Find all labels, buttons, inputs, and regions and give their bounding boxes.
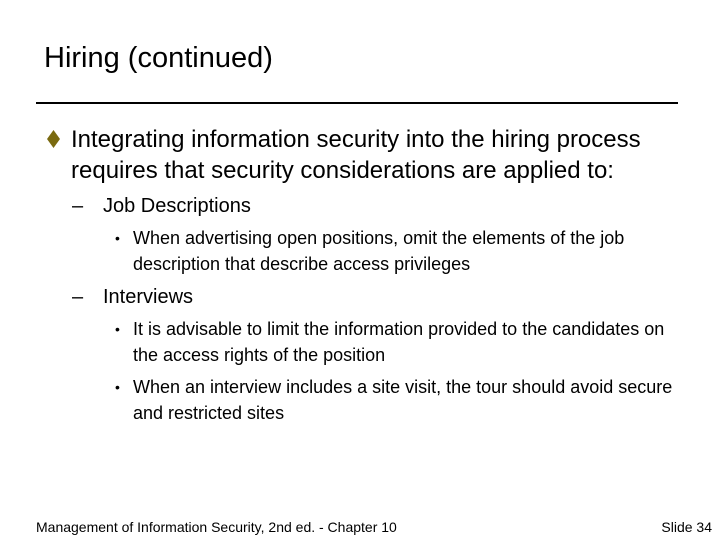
- diamond-bullet-icon: [47, 130, 60, 148]
- slide-title: Hiring (continued): [44, 42, 273, 74]
- bullet-text: Integrating information security into the hiring process requires that security considerations are applied to:: [71, 126, 641, 184]
- bullet-level3: [115, 374, 688, 426]
- bullet-text: When an interview includes a site visit, the tour should avoid secure and restricted sites: [133, 377, 673, 423]
- dot-bullet: •: [115, 230, 120, 246]
- bullet-text: It is advisable to limit the information provided to the candidates on the access rights of the position: [133, 319, 665, 365]
- bullet-text: Interviews: [103, 286, 194, 308]
- slide-number: Slide 34: [661, 519, 712, 535]
- bullet-text: Job Descriptions: [103, 195, 251, 217]
- bullet-level3: [115, 225, 688, 277]
- bullet-level3: [115, 316, 688, 368]
- slide-body: [0, 124, 720, 426]
- footer-source: Management of Information Security, 2nd ed. - Chapter 10: [36, 519, 397, 535]
- bullet-level2: [72, 284, 663, 310]
- title-divider: [36, 102, 678, 104]
- bullet-level1: [71, 124, 651, 186]
- dash-bullet: –: [72, 286, 84, 308]
- dash-bullet: –: [72, 195, 84, 217]
- dot-bullet: •: [115, 321, 120, 337]
- bullet-level2: [72, 193, 663, 219]
- dot-bullet: •: [115, 379, 120, 395]
- bullet-text: When advertising open positions, omit the elements of the job description that describe access privileges: [133, 228, 625, 274]
